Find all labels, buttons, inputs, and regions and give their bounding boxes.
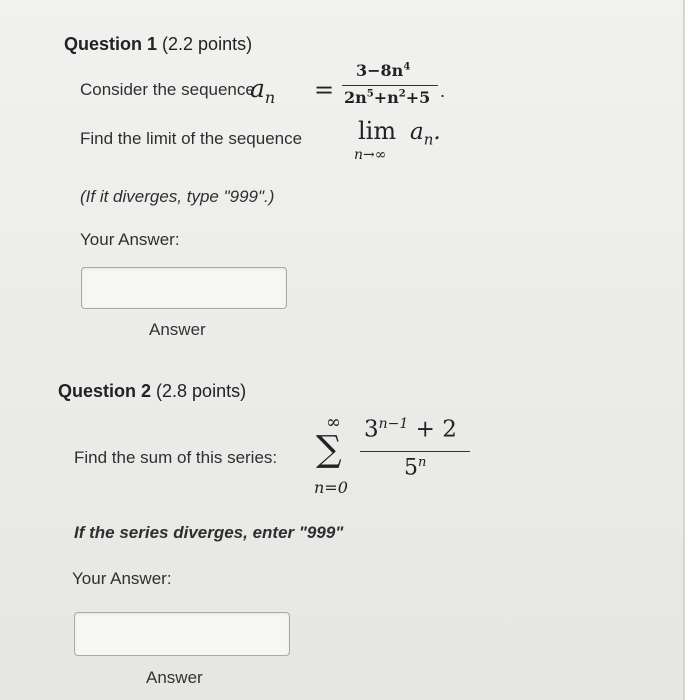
q2-num-base: 3 [364,416,379,443]
q1-num-exp: 4 [403,61,411,73]
q2-fraction-denominator [404,455,426,480]
q2-sigma-symbol: ∑ [316,429,342,470]
q1-fraction-numerator [356,61,410,80]
q1-diverge-note: (If it diverges, type "999".) [80,187,275,206]
q1-your-answer-label: Your Answer: [80,230,180,249]
q1-answer-button[interactable]: Answer [149,320,206,339]
q1-den-exp2: 2 [398,88,406,100]
q2-den-exp: n [418,455,427,470]
q1-sequence-term [250,74,275,107]
q1-lim-term [410,119,441,149]
q1-num-text: 3−8n [356,61,404,80]
q1-consider-label: Consider the sequence [80,80,255,99]
q1-seq-var: a [250,74,265,103]
q2-answer-button[interactable]: Answer [146,668,203,687]
q1-lim-subscript: n→∞ [354,147,387,163]
q2-answer-input[interactable] [74,612,290,656]
q2-num-exp: n−1 [378,416,409,432]
q1-fraction-denominator [344,88,430,107]
q1-lim-word: lim [358,117,397,145]
q2-fraction-numerator [364,416,457,443]
q1-den-exp1: 5 [366,88,374,100]
q1-den-text: 2n [344,88,367,107]
q2-sum-lower-limit: n=0 [314,478,348,497]
q2-fraction-bar [360,451,470,452]
q1-lim-period: . [433,119,441,145]
question-2-title: Question 2 [58,381,152,401]
question-2-header [58,381,246,402]
q1-lim-var-sub: n [423,130,434,149]
q2-sum-upper-limit: ∞ [326,412,341,433]
q1-seq-sub: n [264,88,276,107]
q2-find-label: Find the sum of this series: [74,448,278,467]
q2-num-tail: + 2 [415,416,457,443]
q2-your-answer-label: Your Answer: [72,569,172,588]
q1-lim-var: a [410,119,424,145]
q1-den-mid: +n [373,88,399,107]
q1-answer-input[interactable] [81,267,287,309]
question-1-title: Question 1 [64,34,158,54]
q1-equals-sign: = [314,76,335,104]
q1-fraction-bar [342,85,438,86]
q1-den-end: +5 [405,88,431,107]
q1-find-label: Find the limit of the sequence [80,129,303,148]
question-1-header [64,34,252,55]
question-1-points: (2.2 points) [162,34,253,54]
q2-diverge-note: If the series diverges, enter "999" [74,523,344,542]
question-2-points: (2.8 points) [156,381,247,401]
q2-den-base: 5 [404,455,418,481]
q1-sequence-period: . [440,82,446,101]
